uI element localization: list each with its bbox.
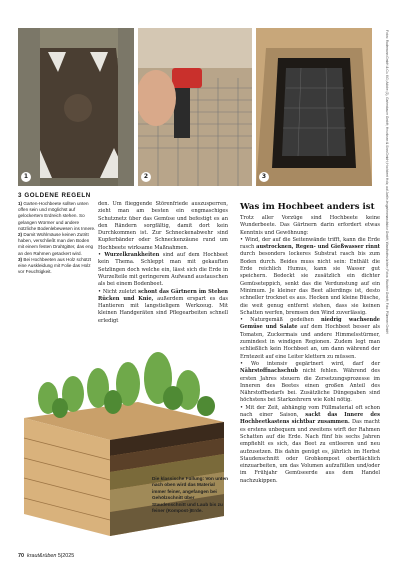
rule-number: 1)	[18, 201, 23, 206]
photo-number: 2	[141, 172, 151, 182]
caption-text: Die klassische Füllung: Von unten nach oben wird das Material immer feiner, angefangen bei Gehölzschnitt über Staudenschnitt und Laub bis zu feiner (Kompost-)Erde.	[152, 476, 228, 514]
paragraph: • Nicht zuletzt schont das Gärtnern im Stehen Rücken und Knie, außerdem erspart es das Hantieren mit langstieligem Werkzeug. Mit kleinen Handgeräten sind Pflegearbeiten schnell erledigt	[98, 288, 229, 324]
bullet-paragraph: • Wo intensiv gegärtnert wird, darf der Nährstoffnachschub nicht fehlen. Während des ersten Jahres steuern die Zersetzungsprozesse im Inneren des Beetes einen großen Anteil des Nährstoffbedarfs bei. Zusätzliche Düngegaben sind höchstens bei Starkzehrern wie Kohl nötig.	[240, 360, 381, 404]
bold-phrase: schont das Gärtnern im Stehen Rücken und Knie,	[98, 288, 229, 302]
illustration-caption	[152, 476, 228, 514]
paragraph-text: Wo intensiv gegärtnert wird, darf der	[251, 360, 381, 367]
raised-bed-foundation-image	[18, 28, 134, 186]
right-column	[240, 215, 380, 485]
rule-text: Damit Wühlmäuse keinen Zutritt haben, verschließt man den Boden mit einem festen Drahtgitter, das eng an den Rahmen getackert wird.	[18, 232, 94, 256]
bold-phrase: Wurzelkrankheiten	[104, 252, 160, 259]
rule-item	[18, 257, 96, 276]
intro-paragraph: Trotz aller Vorzüge sind Hochbeete keine Wunderbeete. Das Gärtnern darin erfordert etwas Kenntnis und Gewöhnung:	[240, 215, 380, 236]
photo-credit-text: Fotos: Rademann GmbH & Co. KG; Adobe (2), Gartenbauer GmbH; Heuriksen & Sinn GmbH; Hochbeet Holz; auf Jaelle-lesgartenmanufaktur GmbH; Wandhoferzüchter; Fotos: Wachter GmbH; Foto: Plümmer GmbH	[385, 30, 389, 334]
rules-list	[18, 201, 96, 275]
photo-credit	[383, 30, 389, 560]
stapler-wire-mesh-image	[138, 28, 252, 186]
paragraph-text: auf dem Hochbeet besser als Tomaten, Zuckermais und andere Himmelsstürmer, zumindest in windigen Regionen. Zudem legt man schließlich kein Hochbeet an, um dann während der Erntezeit auf eine Leiter klettern zu müssen.	[240, 324, 380, 360]
paragraph-text: Mit der Zeit, abhängig vom Füllmaterial oft schon nach einer Saison,	[240, 404, 381, 419]
paragraph: • Wurzelkrankheiten sind auf dem Hochbeet kein Thema. Schleppt man mit gekauften Setzlingen doch welche ein, lässt sich die Erde in Wurzelteile mit geringerem Aufwand austauschen als bei einem Bodenbeet.	[98, 252, 228, 288]
bullet-paragraph: • Mit der Zeit, abhängig vom Füllmaterial oft schon nach einer Saison, sackt das Innere des Hochbeetkastens sichtbar zusammen. Das macht es erstens unbequem und zweitens wirft der Rahmen Schatten auf die Erde. Nach fünf bis sechs Jahren empfiehlt es sich, das Beet zu entleeren und neu aufzusetzen. Bis dahin genügt es, jährlich im Herbst Staudenschnitt oder Grobkompost oberflächlich einzuarbeiten, um das Volumen aufzufüllen und/oder im Frühjahr Gemüseerde aus dem Handel nachzukippen.	[240, 404, 381, 484]
issue-number: 5|2025	[57, 553, 75, 559]
bullet-paragraph: • Naturgemäß gedeihen niedrig wachsende Gemüse und Salate auf dem Hochbeet besser als Tomaten, Zuckermais und andere Himmelsstürmer, zumindest in windigen Regionen. Zudem legt man schließlich kein Hochbeet an, um dann während der Erntezeit auf eine Leiter klettern zu müssen.	[240, 317, 381, 360]
bullet-paragraph: • Wind, der auf die Seitenwände trifft, kann die Erde rasch austrocknen, Regen- und Gießwasser rinnt durch besonders lockeres Substrat rasch bis zum Boden durch. Beides muss nicht sein: Enthält die Erde reichlich Humus, kann sie Wasser gut speichern. Bedeckt sie zusätzlich ein dichter Gemüseteppich, senkt das die Verdunstung auf ein Minimum. Je kleiner das Beet allerdings ist, desto schneller trocknet es aus. Hecken und kleine Büsche, die weit genug entfernt stehen, dass sie keinen Schatten werfen, bremsen den Wind zuverlässig.	[240, 236, 381, 316]
paragraph-text: Nicht zuletzt	[102, 288, 139, 295]
rule-text: Bei Hochbeeten aus Holz schützt eine Auskleidung mit Folie das Holz vor Feuchtigkeit.	[18, 256, 92, 275]
raised-bed-with-foil-image	[256, 28, 372, 186]
bold-phrase: austrocknen, Regen- und Gießwasser rinnt	[256, 244, 381, 251]
paragraph-text: durch besonders lockeres Substrat rasch bis zum Boden durch. Beides muss nicht sein: Enthält die Erde reichlich Humus, kann sie Wasser gut speichern. Bedeckt sie zusätzlich ein dichter Gemüseteppich, senkt das die Verdunstung auf ein Minimum. Je kleiner das Beet allerdings ist, desto schneller trocknet es aus. Hecken und kleine Büsche, die weit genug entfernt stehen, dass sie keinen Schatten werfen, bremsen den Wind zuverlässig.	[240, 251, 380, 316]
bold-phrase: Nährstoffnachschub	[240, 368, 298, 375]
photo-number: 3	[259, 172, 269, 182]
paragraph-text: Naturgemäß gedeihen	[250, 317, 321, 324]
magazine-name: kraut&rüben	[27, 553, 57, 559]
middle-column	[98, 201, 228, 325]
paragraph-text: außerdem erspart es das Hantieren mit langstieligem Werkzeug. Mit kleinen Handgeräten sind Pflegearbeiten schnell erledigt	[98, 295, 228, 324]
paragraph-text: sind auf dem Hochbeet kein Thema. Schleppt man mit gekauften Setzlingen doch welche ein, lässt sich die Erde in Wurzelteile mit geringerem Aufwand austauschen als bei einem Bodenbeet.	[98, 252, 228, 288]
photo-number: 1	[21, 172, 31, 182]
paragraph-text: Wind, der auf die Seitenwände trifft, kann die Erde rasch	[240, 236, 381, 251]
rule-number: 3)	[18, 256, 23, 262]
rule-item	[18, 232, 96, 257]
page-footer	[18, 553, 138, 559]
rule-number: 2)	[18, 232, 23, 238]
rule-text: Garten-Hochbeete sollten unten offen sein und möglichst auf gelockertem Erdreich stehen. So gelangen Würmer und andere nützliche Bodenlebewesen ins Innere.	[18, 201, 96, 231]
section-heading: Was im Hochbeet anders ist	[240, 202, 375, 212]
rules-title: 3 GOLDENE REGELN	[18, 192, 91, 199]
paragraph-text: nicht fehlen. Während des ersten Jahres steuern die Zersetzungsprozesse im Inneren des Beetes einen großen Anteil des Nährstoffbedarfs bei. Zusätzliche Düngegaben sind höchstens bei Starkzehrern wie Kohl nötig.	[240, 368, 380, 404]
photo-1	[18, 28, 134, 186]
bold-phrase: niedrig wachsende Gemüse und Salate	[240, 317, 381, 331]
bold-phrase: sackt das Innere des Hochbeetkastens sichtbar zusammen.	[240, 412, 380, 426]
page-number: 70	[18, 553, 24, 559]
photo-2	[138, 28, 252, 186]
rule-item	[18, 201, 96, 232]
paragraph-text: Das macht es erstens unbequem und zweitens wirft der Rahmen Schatten auf die Erde. Nach fünf bis sechs Jahren empfiehlt es sich, das Beet zu entleeren und neu aufzusetzen. Bis dahin genügt es, jährlich im Herbst Staudenschnitt oder Grobkompost oberflächlich einzuarbeiten, um das Volumen aufzufüllen und/oder im Frühjahr Gemüseerde aus dem Handel nachzukippen.	[240, 419, 380, 484]
photo-3	[256, 28, 372, 186]
paragraph: den. Um flieggende Störenfriede auszusperren, zieht man am besten ein engmaschiges Schutznetz über das Gemüse und befestigt es an den Rändern sorgfältig, damit dort kein Durchkommen ist. Zur Schneckenabwehr sind Kupferbänder oder Schneckenzäune rund um Hochbeete wirksame Maßnahmen.	[98, 201, 228, 251]
